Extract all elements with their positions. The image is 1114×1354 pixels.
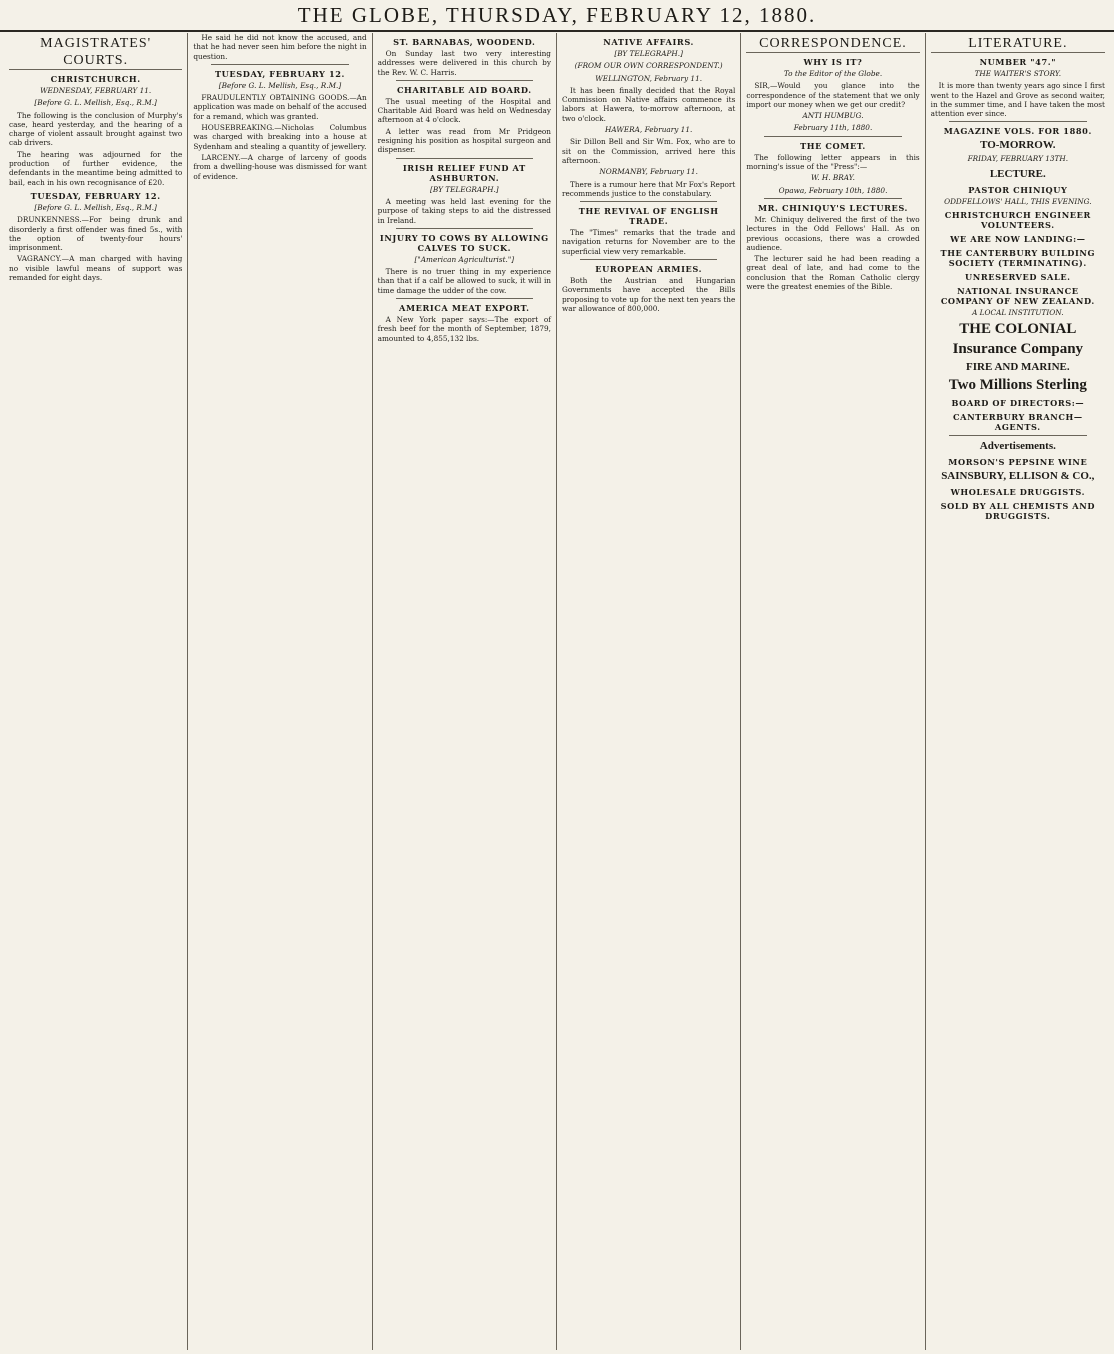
bench-line: [Before G. L. Mellish, Esq., R.M.] <box>218 80 342 90</box>
paragraph: HOUSEBREAKING.—Nicholas Columbus was charged with breaking into a house at Sydenham and stealing a quantity of jewellery. <box>193 123 367 151</box>
subheading: AMERICA MEAT EXPORT. <box>399 303 530 314</box>
section-heading: CORRESPONDENCE. <box>746 35 919 53</box>
subheading: TUESDAY, FEBRUARY 12. <box>214 68 345 79</box>
advert-heading: Insurance Company <box>952 341 1084 358</box>
paragraph: Sir Dillon Bell and Sir Wm. Fox, who are to sit on the Commission, arrived here this afternoon. <box>561 137 736 165</box>
column-6 <box>926 33 1110 1350</box>
divider <box>580 201 717 202</box>
subheading: WHY IS IT? <box>803 57 863 67</box>
paragraph: A New York paper says:—The export of fresh beef for the month of September, 1879, amounted to 4,855,132 lbs. <box>377 315 551 343</box>
dateline: February 11th, 1880. <box>793 123 873 133</box>
divider <box>396 80 533 81</box>
advert-subheading: A LOCAL INSTITUTION. <box>972 308 1064 318</box>
paragraph: The following letter appears in this morning's issue of the "Press":— <box>746 152 920 172</box>
column-2 <box>188 33 372 1350</box>
dateline: WELLINGTON, February 11. <box>595 73 703 83</box>
advert-heading: BOARD OF DIRECTORS:— <box>951 398 1085 409</box>
paragraph: A letter was read from Mr Pridgeon resigning his position as hospital surgeon and dispenser. <box>377 126 551 155</box>
divider <box>949 121 1087 122</box>
divider <box>949 435 1087 436</box>
paragraph: The following is the conclusion of Murphy's case, heard yesterday, and the hearing of a charge of violent assault brought against two cab drivers. <box>9 110 183 148</box>
advert-heading: FIRE AND MARINE. <box>966 361 1070 374</box>
paragraph: The usual meeting of the Hospital and Charitable Aid Board was held on Wednesday afternoon at 4 o'clock. <box>377 96 551 125</box>
advert-subheading: FRIDAY, FEBRUARY 13TH. <box>967 154 1069 164</box>
subheading: CHARITABLE AID BOARD. <box>396 84 532 95</box>
masthead-title: THE GLOBE, THURSDAY, FEBRUARY 12, 1880. <box>297 2 817 27</box>
date-line: WEDNESDAY, FEBRUARY 11. <box>40 86 152 95</box>
subheading: ST. BARNABAS, WOODEND. <box>393 37 536 47</box>
subheading: EUROPEAN ARMIES. <box>595 264 703 275</box>
source-line: ["American Agriculturist."] <box>414 254 515 264</box>
paragraph: SIR,—Would you glance into the correspondence of the statement that we only import our money when we get our credit? <box>746 81 920 109</box>
advert-heading: Advertisements. <box>979 440 1056 453</box>
advert-heading: Two Millions Sterling <box>948 377 1087 394</box>
advert-heading: CANTERBURY BRANCH—AGENTS. <box>953 412 1083 433</box>
bench-line: [Before G. L. Mellish, Esq., R.M.] <box>34 202 157 212</box>
advert-heading: NATIONAL INSURANCE COMPANY OF NEW ZEALAND. <box>940 286 1095 307</box>
advert-heading: MORSON'S PEPSINE WINE <box>948 457 1088 468</box>
paragraph: Both the Austrian and Hungarian Governments have accepted the Bills proposing to vote up for the next ten years the war allowance of 800,000. <box>561 276 736 313</box>
salutation-line: To the Editor of the Globe. <box>783 69 883 78</box>
paragraph: FRAUDULENTLY OBTAINING GOODS.—An application was made on behalf of the accused for a remand, which was granted. <box>193 93 367 121</box>
dateline: [BY TELEGRAPH.] <box>430 184 499 194</box>
advert-heading: SAINSBURY, ELLISON & CO., <box>941 470 1095 483</box>
masthead <box>0 0 1114 32</box>
columns <box>4 33 1110 1350</box>
dateline: NORMANBY, February 11. <box>599 167 698 177</box>
column-5 <box>741 33 925 1350</box>
advert-heading: PASTOR CHINIQUY <box>968 184 1068 195</box>
subheading: THE COMET. <box>800 140 866 151</box>
paragraph: Mr. Chiniquy delivered the first of the two lectures in the Odd Fellows' Hall. As on previous occasions, there was a crowded audience. <box>746 214 920 252</box>
column-4 <box>557 33 741 1350</box>
dateline: HAWERA, February 11. <box>605 125 693 135</box>
dateline: Opawa, February 10th, 1880. <box>778 185 888 195</box>
subheading: IRISH RELIEF FUND AT ASHBURTON. <box>402 162 526 183</box>
section-heading: LITERATURE. <box>931 35 1105 53</box>
paragraph: There is a rumour here that Mr Fox's Report recommends justice to the constabulary. <box>561 179 736 198</box>
paragraph: There is no truer thing in my experience than that if a calf be allowed to suck, it will in time damage the udder of the cow. <box>377 267 551 295</box>
subheading: THE REVIVAL OF ENGLISH TRADE. <box>578 206 719 227</box>
paragraph: The lecturer said he had been reading a great deal of late, and had come to the conclusion that the Roman Catholic clergy were the greatest enemies of the Bible. <box>746 254 920 292</box>
subheading: INJURY TO COWS BY ALLOWING CALVES TO SUCK. <box>379 232 549 253</box>
paragraph: The hearing was adjourned for the production of further evidence, the defendants in the meantime being admitted to bail, each in his own recognisance of £20. <box>9 149 183 187</box>
paragraph: VAGRANCY.—A man charged with having no visible lawful means of support was remanded for eight days. <box>9 254 183 283</box>
subheading: NATIVE AFFAIRS. <box>603 37 695 47</box>
dateline: [BY TELEGRAPH.] <box>614 49 683 58</box>
divider <box>396 228 533 229</box>
paragraph: DRUNKENNESS.—For being drunk and disorderly a first offender was fined 5s., with the option of twenty-four hours' imprisonment. <box>9 215 183 253</box>
subheading: TUESDAY, FEBRUARY 12. <box>30 190 161 201</box>
signature: ANTI HUMBUG. <box>802 111 864 121</box>
subheading: THE WAITER'S STORY. <box>974 69 1062 78</box>
column-3 <box>373 33 557 1350</box>
advert-heading: UNRESERVED SALE. <box>965 272 1071 283</box>
advert-heading: CHRISTCHURCH ENGINEER VOLUNTEERS. <box>944 210 1091 231</box>
advert-heading: THE CANTERBURY BUILDING SOCIETY (TERMINATING). <box>940 248 1096 269</box>
paragraph: It is more than twenty years ago since I first went to the Hazel and Grove as second waiter, in the summer time, and I have taken the most attention ever since. <box>930 81 1105 119</box>
advert-heading: WHOLESALE DRUGGISTS. <box>950 487 1086 498</box>
paragraph: On Sunday last two very interesting addresses were delivered in this church by the Rev. W. C. Harris. <box>377 49 551 77</box>
dateline: (FROM OUR OWN CORRESPONDENT.) <box>574 61 723 71</box>
subheading: MR. CHINIQUY'S LECTURES. <box>757 202 908 213</box>
advert-heading: LECTURE. <box>989 167 1046 180</box>
advert-heading: SOLD BY ALL CHEMISTS AND DRUGGISTS. <box>940 501 1096 522</box>
advert-heading: TO-MORROW. <box>980 139 1056 152</box>
subheading: NUMBER "47." <box>979 57 1057 67</box>
divider <box>764 136 901 137</box>
column-1 <box>4 33 188 1350</box>
divider <box>396 298 533 299</box>
divider <box>396 158 533 159</box>
subheading: CHRISTCHURCH. <box>50 74 141 84</box>
bench-line: [Before G. L. Mellish, Esq., R.M.] <box>34 98 157 108</box>
advert-heading: THE COLONIAL <box>959 321 1077 338</box>
advert-heading: MAGAZINE VOLS. FOR 1880. <box>943 126 1092 137</box>
divider <box>580 259 717 260</box>
paragraph: He said he did not know the accused, and that he had never seen him before the night in question. <box>193 33 367 61</box>
paragraph: The "Times" remarks that the trade and navigation returns for November are to the superficial view very remarkable. <box>561 228 736 256</box>
advert-subheading: ODDFELLOWS' HALL, THIS EVENING. <box>944 196 1092 206</box>
section-heading: MAGISTRATES' COURTS. <box>9 35 182 70</box>
paragraph: A meeting was held last evening for the purpose of taking steps to aid the distressed in Ireland. <box>377 196 551 225</box>
signature: W. H. BRAY. <box>811 173 855 183</box>
paragraph: LARCENY.—A charge of larceny of goods from a dwelling-house was dismissed for want of evidence. <box>193 152 367 181</box>
divider <box>764 198 901 199</box>
advert-heading: WE ARE NOW LANDING:— <box>950 234 1086 245</box>
paragraph: It has been finally decided that the Royal Commission on Native affairs commence its labors at Hawera, to-morrow afternoon, at two o'clock. <box>561 85 736 123</box>
divider <box>211 64 348 65</box>
